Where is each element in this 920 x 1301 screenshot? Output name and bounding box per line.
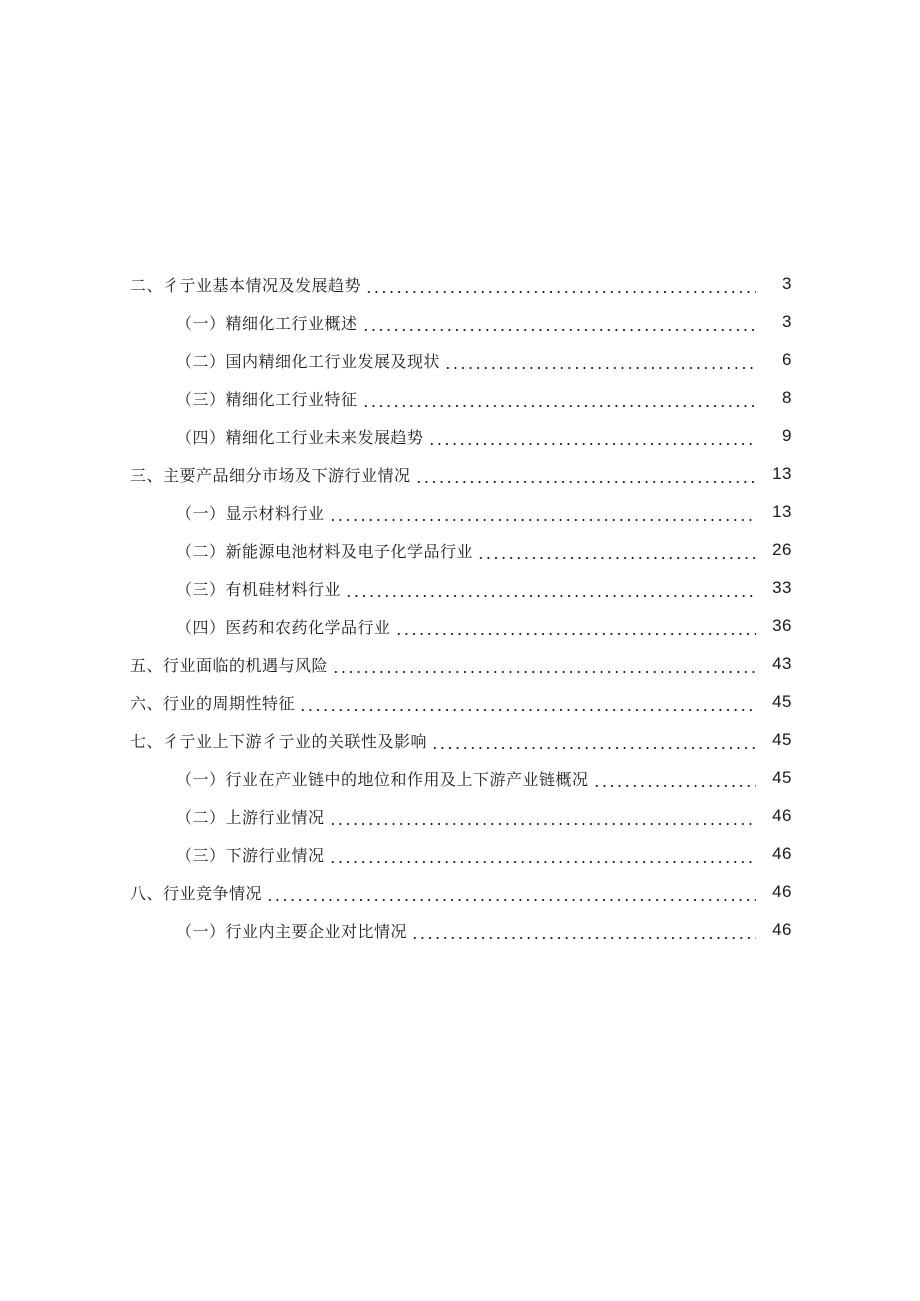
toc-dot-leader xyxy=(411,924,756,940)
toc-entry-title: （三）有机硅材料行业 xyxy=(176,579,342,599)
toc-entry-section-6[interactable] xyxy=(0,683,920,721)
toc-dot-leader xyxy=(444,354,756,370)
toc-entry-title: 六、行业的周期性特征 xyxy=(130,693,296,713)
toc-dot-leader xyxy=(299,696,756,712)
toc-dot-leader xyxy=(415,468,756,484)
toc-page-number: 45 xyxy=(772,692,792,711)
toc-entry-title: （三）精细化工行业特征 xyxy=(176,389,358,409)
toc-dot-leader xyxy=(329,848,756,864)
toc-entry-section-3[interactable] xyxy=(0,455,920,493)
toc-page-number: 8 xyxy=(782,388,792,407)
toc-entry-section-7[interactable] xyxy=(0,721,920,759)
toc-dot-leader xyxy=(266,886,756,902)
toc-dot-leader xyxy=(395,620,756,636)
toc-entry-title: 三、主要产品细分市场及下游行业情况 xyxy=(130,465,411,485)
table-of-contents xyxy=(0,265,920,949)
toc-page-number: 46 xyxy=(772,844,792,863)
toc-page-number: 45 xyxy=(772,768,792,787)
toc-page-number: 6 xyxy=(782,350,792,369)
toc-dot-leader xyxy=(362,316,756,332)
toc-entry-section-8[interactable] xyxy=(0,873,920,911)
toc-dot-leader xyxy=(329,810,756,826)
toc-entry-section-7-3[interactable] xyxy=(0,835,920,873)
toc-entry-title: （一）行业在产业链中的地位和作用及上下游产业链概况 xyxy=(176,769,589,789)
toc-dot-leader xyxy=(593,772,756,788)
toc-entry-section-7-2[interactable] xyxy=(0,797,920,835)
toc-entry-section-7-1[interactable] xyxy=(0,759,920,797)
toc-dot-leader xyxy=(362,392,756,408)
toc-entry-title: （二）上游行业情况 xyxy=(176,807,325,827)
toc-page-number: 26 xyxy=(772,540,792,559)
toc-entry-title: 七、彳亍业上下游彳亍业的关联性及影响 xyxy=(130,731,428,751)
toc-entry-section-2-1[interactable] xyxy=(0,303,920,341)
toc-entry-section-3-4[interactable] xyxy=(0,607,920,645)
toc-dot-leader xyxy=(477,544,756,560)
toc-page-number: 45 xyxy=(772,730,792,749)
toc-page-number: 43 xyxy=(772,654,792,673)
toc-entry-section-5[interactable] xyxy=(0,645,920,683)
toc-entry-title: （三）下游行业情况 xyxy=(176,845,325,865)
toc-dot-leader xyxy=(345,582,756,598)
toc-page-number: 13 xyxy=(772,464,792,483)
toc-dot-leader xyxy=(428,430,756,446)
toc-entry-title: 五、行业面临的机遇与风险 xyxy=(130,655,329,675)
toc-dot-leader xyxy=(365,278,756,294)
toc-entry-title: （二）国内精细化工行业发展及现状 xyxy=(176,351,441,371)
toc-entry-title: （一）精细化工行业概述 xyxy=(176,313,358,333)
toc-page-number: 9 xyxy=(782,426,792,445)
toc-entry-section-2[interactable] xyxy=(0,265,920,303)
toc-entry-title: （一）显示材料行业 xyxy=(176,503,325,523)
toc-page-number: 3 xyxy=(782,312,792,331)
toc-entry-section-3-3[interactable] xyxy=(0,569,920,607)
toc-entry-section-2-2[interactable] xyxy=(0,341,920,379)
toc-page-number: 46 xyxy=(772,806,792,825)
toc-entry-title: （四）医药和农药化学品行业 xyxy=(176,617,391,637)
toc-entry-title: （二）新能源电池材料及电子化学品行业 xyxy=(176,541,474,561)
toc-entry-title: （四）精细化工行业未来发展趋势 xyxy=(176,427,424,447)
toc-dot-leader xyxy=(431,734,756,750)
toc-page-number: 36 xyxy=(772,616,792,635)
toc-page-number: 13 xyxy=(772,502,792,521)
toc-page-number: 46 xyxy=(772,882,792,901)
toc-entry-section-2-4[interactable] xyxy=(0,417,920,455)
toc-page-number: 46 xyxy=(772,920,792,939)
toc-entry-title: 二、彳亍业基本情况及发展趋势 xyxy=(130,275,362,295)
toc-page-number: 33 xyxy=(772,578,792,597)
toc-entry-section-3-1[interactable] xyxy=(0,493,920,531)
toc-entry-title: （一）行业内主要企业对比情况 xyxy=(176,921,408,941)
toc-entry-section-2-3[interactable] xyxy=(0,379,920,417)
toc-entry-section-8-1[interactable] xyxy=(0,911,920,949)
toc-dot-leader xyxy=(332,658,756,674)
toc-entry-title: 八、行业竞争情况 xyxy=(130,883,263,903)
toc-page-number: 3 xyxy=(782,274,792,293)
toc-dot-leader xyxy=(329,506,756,522)
toc-entry-section-3-2[interactable] xyxy=(0,531,920,569)
